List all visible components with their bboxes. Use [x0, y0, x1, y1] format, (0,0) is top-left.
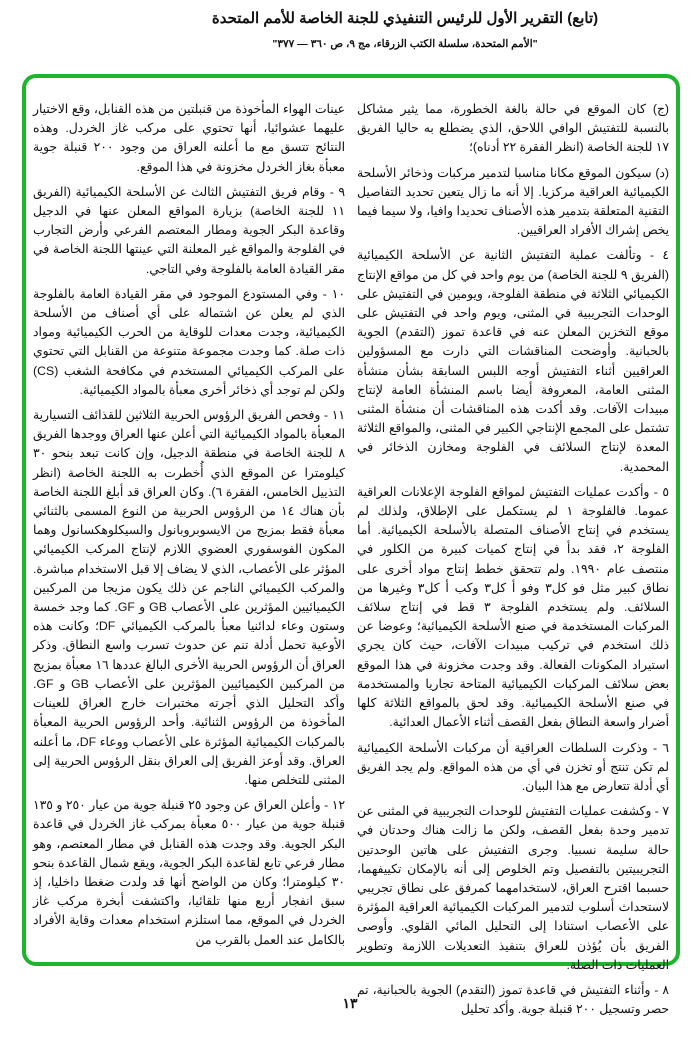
paragraph: (د) سيكون الموقع مكانا مناسبا لتدمير مركبات وذخائر الأسلحة الكيميائية العراقية مركزيا. إلا أنه ما زال يتعين تحديد التفاصيل التقنية المتعلقة بتدمير هذه الأصناف تحديدا وافيا، ولا سيما فيما يخص إشراك الأفراد العراقيين. — [357, 165, 669, 238]
source-citation: "الأمم المتحدة، سلسلة الكتب الزرقاء، مج ٩، ص ٣٦٠ — ٣٧٧" — [272, 38, 538, 50]
paragraph: ٨ - وأثناء التفتيش في قاعدة تموز (التقدم) الجوية بالحبانية، تم حصر وتسجيل ٢٠٠ قنبلة جوية. وأكد تحليل — [357, 982, 669, 1017]
paragraph: ١٠ - وفي المستودع الموجود في مقر القيادة العامة بالفلوجة الذي لم يعلن عن اشتماله على أي أصناف من الأسلحة الكيميائية، وجدت معدات للوقاية من الحرب الكيميائية ومواد ذات صلة. كما وجدت مجموعة متنوعة من القنابل التي تحتوي على المركب الكيميائي المستخدم في مكافحة الشغب (CS) ولكن لم توجد أي ذخائر أخرى معبأة بالمواد الكيميائية. — [33, 286, 345, 397]
left-column — [33, 100, 345, 956]
paragraph: ١٢ - وأعلن العراق عن وجود ٢٥ قنبلة جوية من عيار ٢٥٠ و ١٣٥ قنبلة جوية من عيار ٥٠٠ معبأة بمركب غاز الخردل في قاعدة البكر الجوية. وقد وجدت هذه القنابل في مطار المعتصم، وهو مطار فرعي تابع لقاعدة البكر الجوية، ويقع شمال القاعدة بنحو ٣٠ كيلومترا؛ وكان من الواضح أنها قد ولدت ضغطا داخليا، إذ سبق انفجار أربع منها تلقائيا، واكتشفت أبخرة مركب غاز الخردل في الموقع، مما استلزم استخدام معدات وقاية الأفراد بالكامل عند العمل بالقرب من — [33, 798, 346, 947]
paragraph: ١١ - وفحص الفريق الرؤوس الحربية الثلاثين للقذائف التسيارية المعبأة بالمواد الكيميائية التي أعلن عنها العراق ووجدها الفريق ٨ للجنة الخاصة في منطقة الدجيل، وإن كانت تبعد بنحو ٣٠ كيلومترا عن الموقع الذي أُخطرت به اللجنة الخاصة (انظر التذييل الخامس، الفقرة ٦). وكان العراق قد أبلغ اللجنة الخاصة بأن هناك ١٤ من الرؤوس الحربية من النوع المسمى بالثنائي معبأة فقط بمزيج من الايسوبروبانول والسيكلوهكسانول وهما المكون الفوسفوري العضوي اللازم لإنتاج المركب الكيميائي المؤثر على الأعصاب، الذي لا يضاف إلا قبل الاستخدام مباشرة. والمركب الكيميائي الناجم عن ذلك يكون مزيجا من المركبين الكيميائيين المؤثرين على الأعصاب GB و GF. كما وجد خمسة وستون وعاء لدائنيا معبأ بالمركب الكيميائي DF؛ وكانت هذه الأوعية تحمل أدلة تنم عن حدوث تسرب واسع النطاق. وذكر العراق أن الرؤوس الحربية الأخرى البالغ عددها ١٦ معبأة بمزيج من المركبين الكيميائيين المؤثرين على الأعصاب GB و GF. وأكد التحليل الذي أجرته مختبرات خارج العراق للعينات المأخوذة من الرؤوس الثنائية. وأحد الرؤوس الحربية المعبأة بالمركبات الكيميائية المؤثرة على الأعصاب ووعاء DF، ما أعلنه العراق. وقد أوعز الفريق إلى العراق بنقل الرؤوس الحربية إلى المثنى للتخلص منها. — [33, 408, 346, 787]
paragraph: ٤ - وتألفت عملية التفتيش الثانية عن الأسلحة الكيميائية (الفريق ٩ للجنة الخاصة) من يوم واحد في كل من مواقع الإنتاج الكيميائي الثلاثة في منطقة الفلوجة، ويومين في التفتيش على الوحدات التجريبية في المثنى، ويوم واحد في التفتيش على موقع التخزين المعلن عنه في قاعدة تموز (التقدم) الجوية بالحبانية. وأوضحت المناقشات التي دارت مع المسؤولين العراقيين أثناء التفتيش أوجه اللبس السابقة بشأن منشأة المثنى العامة، المعروفة أيضا باسم المنشأة العامة لإنتاج مبيدات الآفات. وقد أكدت هذه المناقشات أن منشأة المثنى تشتمل على المجمع الإنتاجي الكبير في المثنى، والمواقع الثلاثة المعدة لإنتاج السلائف في الفلوجة ومخازن الذخائر في المحمدية. — [357, 248, 670, 474]
right-column — [357, 100, 669, 1025]
paragraph: ٦ - وذكرت السلطات العراقية أن مركبات الأسلحة الكيميائية لم تكن تنتج أو تخزن في أي من هذه المواقع. ولم يجد الفريق أي أدلة تتعارض مع هذا البيان. — [357, 740, 669, 793]
page-number: ١٣ — [342, 995, 358, 1011]
paragraph: ٧ - وكشفت عمليات التفتيش للوحدات التجريبية في المثنى عن تدمير وحدة بفعل القصف، ولكن ما زالت هناك وحدتان في حالة سليمة نسبيا. وجرى التفتيش على هاتين الوحدتين التجريبيتين بالتفصيل وتم الخلوص إلى أنه بالإمكان تكييفهما، حسبما اقترح العراق، لاستخدامهما كمرفق على نطاق تجريبي لاستحداث أسلوب لتدمير المركبات الكيميائية العراقية المؤثرة على الأعصاب استنادا إلى التحليل المائي القلوي. وأوصى الفريق بأن يُؤذن للعراق بتنفيذ التعديلات اللازمة وتطوير العمليات ذات الصلة. — [357, 804, 669, 972]
paragraph: ٩ - وقام فريق التفتيش الثالث عن الأسلحة الكيميائية (الفريق ١١ للجنة الخاصة) بزيارة المواقع المعلن عنها في الدجيل وقاعدة البكر الجوية ومطار المعتصم الفرعي وأرض التجارب في الفلوجة والمواقع غير المعلنة التي عينتها اللجنة الخاصة في مقر القيادة العامة بالفلوجة وفي التاجي. — [33, 184, 345, 276]
paragraph: عينات الهواء المأخوذة من قنبلتين من هذه القنابل، وقع الاختيار عليهما عشوائيا، أنها تحتوي على مركب غاز الخردل. وهذه النتائج تتسق مع ما أعلنه العراق من وجود ٢٠٠ قنبلة جوية معبأة بغاز الخردل مخزونة في هذا الموقع. — [33, 102, 345, 174]
paragraph: (ج) كان الموقع في حالة بالغة الخطورة، مما يثير مشاكل بالنسبة للتفتيش الوافي اللاحق، الذي يضطلع به حاليا الفريق ١٧ للجنة الخاصة (انظر الفقرة ٢٢ أدناه)؛ — [357, 102, 669, 155]
paragraph: ٥ - وأكدت عمليات التفتيش لمواقع الفلوجة الإعلانات العراقية عموما. فالفلوجة ١ لم يستكمل على الإطلاق، ولذلك لم يستخدم في إنتاج الأصناف المتصلة بالأسلحة الكيميائية. أما الفلوجة ٢، فقد بدأ في إنتاج كميات كبيرة من الكلور في منتصف عام ١٩٩٠. ولم تتحقق خطط إنتاج مواد أخرى على نطاق كبير مثل فو كل٣ وفو أ كل٣ وكب أ كل٣ وغيرها من السلائف. ولم يستخدم الفلوجة ٣ قط في إنتاج سلائف المركبات المستخدمة في صنع الأسلحة الكيميائية؛ وعوضا عن ذلك استخدم في تركيب مبيدات الآفات، حيث كان يجري استيراد المكونات الفعالة. وقد وجدت مخزونة في هذا الموقع بعض سلائف المركبات الكيميائية المتاحة تجاريا والمستخدمة في صنع الأسلحة الكيميائية. وقد لحق بالمواقع الثلاثة كلها أضرار واسعة النطاق بفعل القصف أثناء الأعمال العدائية. — [357, 484, 670, 730]
page-title: (تابع) التقرير الأول للرئيس التنفيذي للجنة الخاصة للأمم المتحدة — [211, 10, 599, 27]
